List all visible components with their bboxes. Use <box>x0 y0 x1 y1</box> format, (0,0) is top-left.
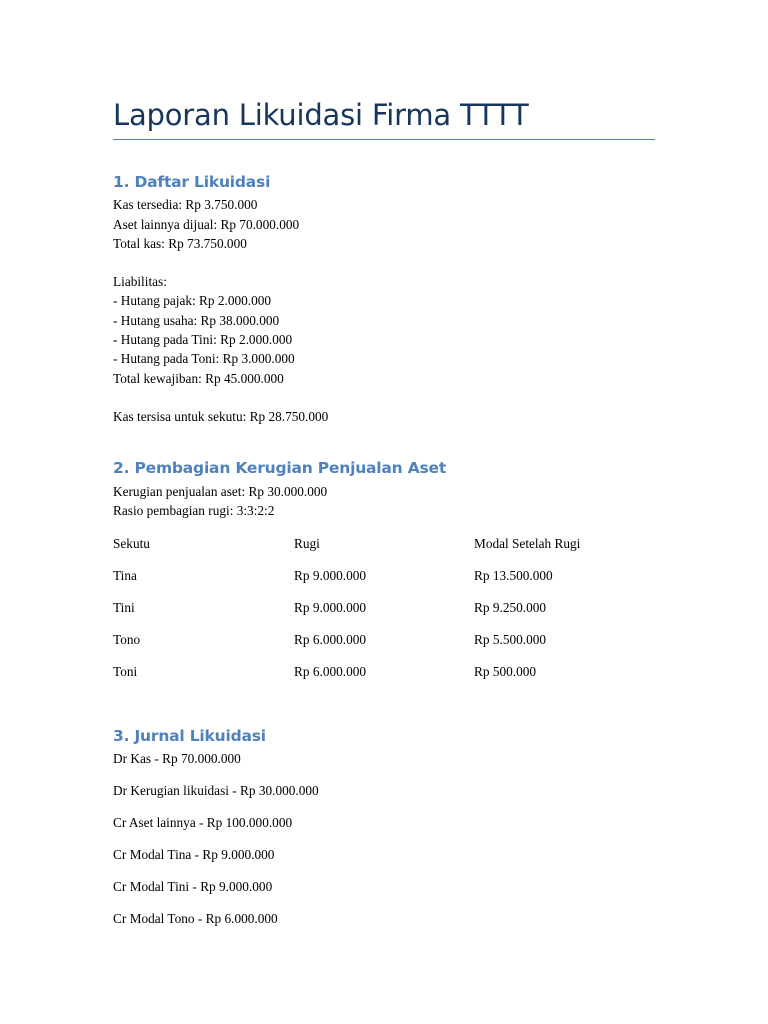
table-header-modal-setelah-rugi: Modal Setelah Rugi <box>474 536 581 551</box>
table-cell-modal: Rp 9.250.000 <box>474 600 547 615</box>
section-heading-jurnal-likuidasi: 3. Jurnal Likuidasi <box>113 727 266 745</box>
table-cell-rugi: Rp 9.000.000 <box>294 568 367 583</box>
table-cell-rugi: Rp 9.000.000 <box>294 600 367 615</box>
document-title: Laporan Likuidasi Firma TTTT <box>113 98 529 132</box>
table-header-sekutu: Sekutu <box>113 536 150 551</box>
table-cell-modal: Rp 500.000 <box>474 664 537 679</box>
total-kewajiban-line: Total kewajiban: Rp 45.000.000 <box>113 371 284 386</box>
section-heading-pembagian-kerugian: 2. Pembagian Kerugian Penjualan Aset <box>113 459 447 477</box>
journal-entry: Dr Kas - Rp 70.000.000 <box>113 751 241 766</box>
table-cell-sekutu: Tina <box>113 568 137 583</box>
journal-entry: Cr Modal Tono - Rp 6.000.000 <box>113 911 278 926</box>
table-header-rugi: Rugi <box>294 536 320 551</box>
journal-entry: Cr Aset lainnya - Rp 100.000.000 <box>113 815 293 830</box>
table-cell-rugi: Rp 6.000.000 <box>294 664 367 679</box>
liabilitas-label: Liabilitas: <box>113 274 167 289</box>
kas-tersedia-line: Kas tersedia: Rp 3.750.000 <box>113 197 258 212</box>
total-kas-line: Total kas: Rp 73.750.000 <box>113 236 247 251</box>
aset-lainnya-line: Aset lainnya dijual: Rp 70.000.000 <box>113 217 300 232</box>
hutang-pajak-line: - Hutang pajak: Rp 2.000.000 <box>113 293 272 308</box>
rasio-pembagian-line: Rasio pembagian rugi: 3:3:2:2 <box>113 503 275 518</box>
table-cell-sekutu: Toni <box>113 664 138 679</box>
hutang-tini-line: - Hutang pada Tini: Rp 2.000.000 <box>113 332 293 347</box>
table-cell-sekutu: Tono <box>113 632 141 647</box>
journal-entry: Cr Modal Tini - Rp 9.000.000 <box>113 879 273 894</box>
table-cell-modal: Rp 13.500.000 <box>474 568 553 583</box>
kas-tersisa-line: Kas tersisa untuk sekutu: Rp 28.750.000 <box>113 409 329 424</box>
title-underline <box>113 139 655 140</box>
section-heading-daftar-likuidasi: 1. Daftar Likuidasi <box>113 173 271 191</box>
table-cell-rugi: Rp 6.000.000 <box>294 632 367 647</box>
journal-entry: Cr Modal Tina - Rp 9.000.000 <box>113 847 275 862</box>
kerugian-penjualan-line: Kerugian penjualan aset: Rp 30.000.000 <box>113 484 328 499</box>
table-cell-modal: Rp 5.500.000 <box>474 632 547 647</box>
hutang-usaha-line: - Hutang usaha: Rp 38.000.000 <box>113 313 280 328</box>
journal-entry: Dr Kerugian likuidasi - Rp 30.000.000 <box>113 783 319 798</box>
hutang-toni-line: - Hutang pada Toni: Rp 3.000.000 <box>113 351 295 366</box>
table-cell-sekutu: Tini <box>113 600 135 615</box>
